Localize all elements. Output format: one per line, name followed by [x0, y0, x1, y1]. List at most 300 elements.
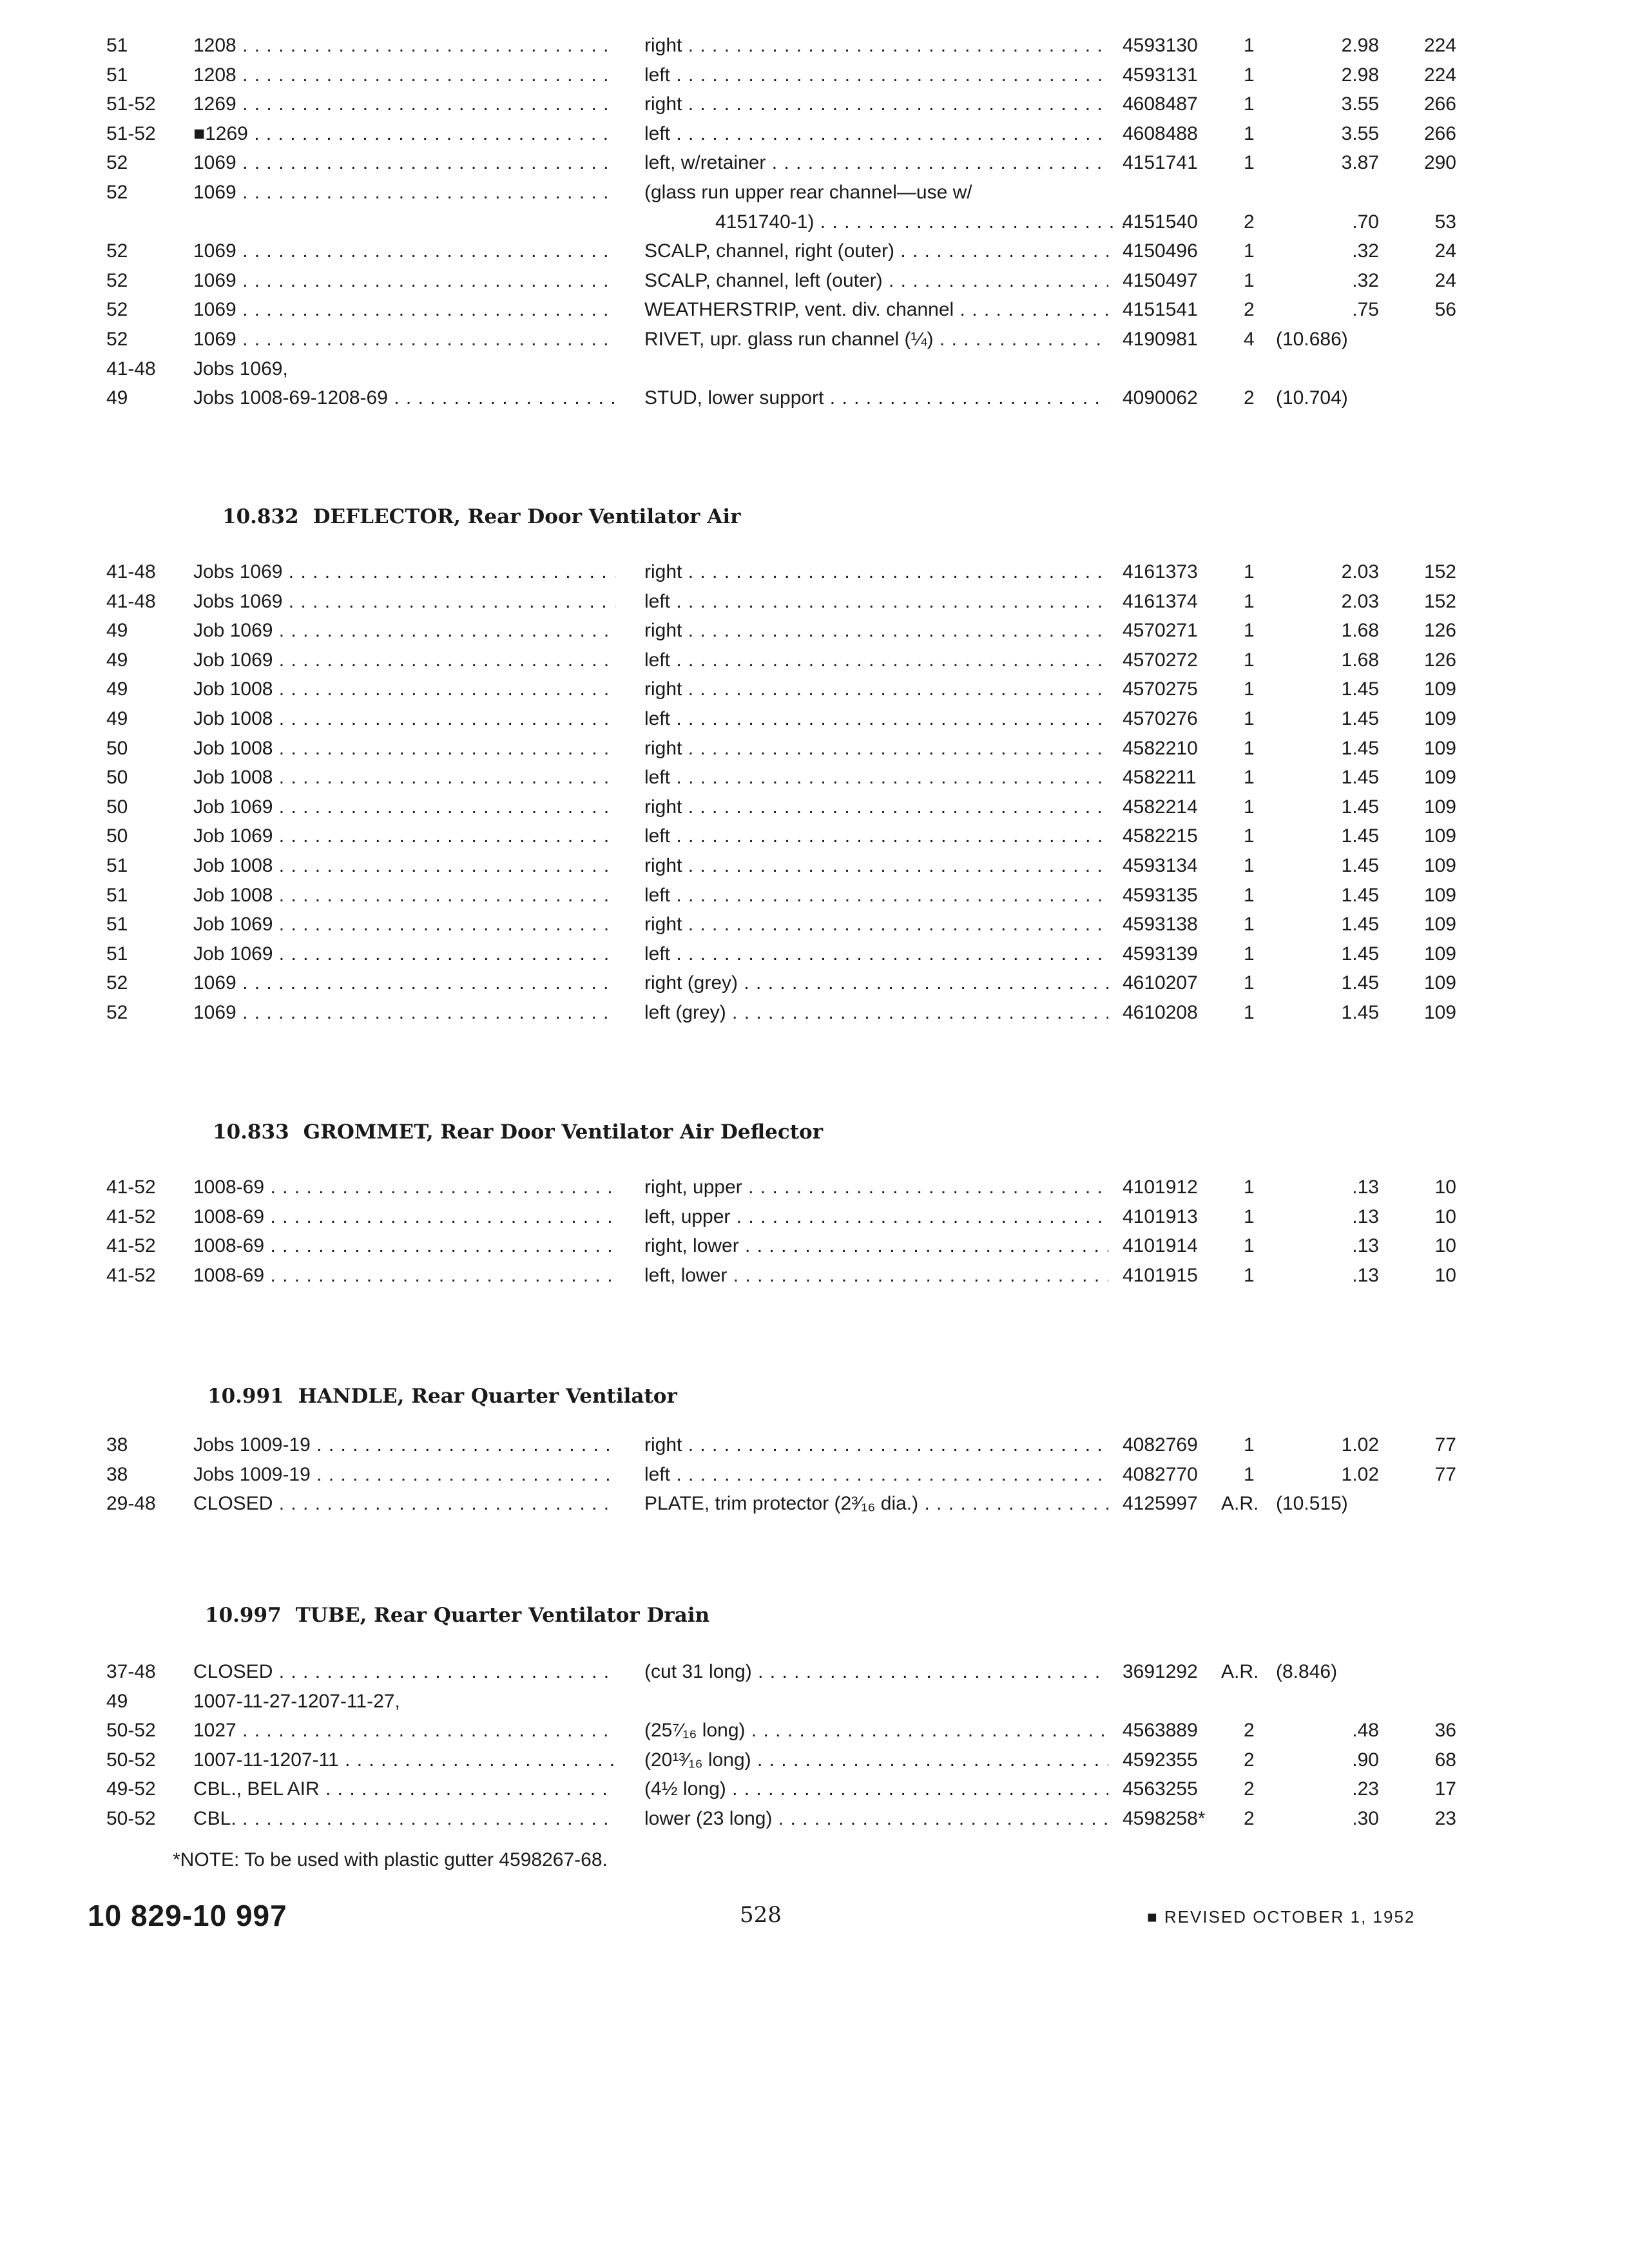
job-cell: 1069 . . .: [193, 325, 615, 354]
description-cell: left . . .: [644, 119, 1108, 149]
job-cell: 1008-69 . . .: [193, 1261, 615, 1291]
group-cell: 126: [1423, 620, 1456, 642]
quantity-cell: 1: [1244, 122, 1255, 144]
group-cell: 10: [1434, 1235, 1456, 1257]
job-cell: 1008-69 . . .: [193, 1231, 615, 1261]
quantity-cell: 2: [1244, 1720, 1255, 1742]
part-number-cell: 4608487: [1123, 93, 1198, 115]
quantity-cell: 1: [1244, 1235, 1255, 1257]
price-cell: 1.45: [1341, 737, 1379, 759]
price-cell: (10.686): [1276, 329, 1348, 350]
part-number-cell: 4582215: [1123, 825, 1198, 847]
job-cell: 1007-11-27-1207-11-27,: [193, 1690, 400, 1712]
job-cell: 1069 . . .: [193, 998, 615, 1028]
price-cell: 1.45: [1341, 678, 1379, 700]
price-cell: 1.02: [1341, 1434, 1379, 1456]
part-number-cell: 4608488: [1123, 122, 1198, 144]
job-cell: Jobs 1069 . . .: [193, 587, 615, 617]
description-cell: right . . .: [644, 851, 1108, 881]
price-cell: .90: [1352, 1749, 1379, 1771]
description-cell: RIVET, upr. glass run channel (¼) . . .: [644, 325, 1108, 354]
description-cell: left, lower . . .: [644, 1261, 1108, 1291]
section-number: 10.991: [207, 1385, 284, 1408]
table-row: [0, 90, 1629, 119]
quantity-cell: 2: [1244, 1749, 1255, 1771]
price-cell: .75: [1352, 299, 1379, 321]
job-cell: Job 1008 . . .: [193, 881, 615, 910]
price-cell: .23: [1352, 1778, 1379, 1800]
table-row: [0, 1657, 1629, 1687]
description-cell: left . . .: [644, 1460, 1108, 1490]
table-row: [0, 1173, 1629, 1202]
year-cell: 51: [106, 35, 128, 56]
part-number-cell: 4592355: [1123, 1749, 1198, 1771]
table-row: [0, 1716, 1629, 1745]
price-cell: 3.55: [1341, 122, 1379, 144]
description-cell: SCALP, channel, left (outer) . . .: [644, 266, 1108, 296]
job-cell: 1069 . . .: [193, 266, 615, 296]
part-number-cell: 4582214: [1123, 796, 1198, 818]
description-cell: right . . .: [644, 1430, 1108, 1460]
job-cell: 1008-69 . . .: [193, 1202, 615, 1232]
job-cell: 1069 . . .: [193, 295, 615, 325]
group-cell: 109: [1423, 767, 1456, 789]
table-row: [0, 968, 1629, 998]
year-cell: 37-48: [106, 1661, 156, 1682]
year-cell: 52: [106, 299, 128, 321]
year-cell: 52: [106, 152, 128, 174]
table-row: [0, 236, 1629, 266]
job-cell: CLOSED . . .: [193, 1489, 615, 1519]
job-cell: Job 1069 . . .: [193, 939, 615, 969]
quantity-cell: 1: [1244, 855, 1255, 876]
price-cell: 1.45: [1341, 1002, 1379, 1023]
year-cell: 49: [106, 649, 128, 671]
price-cell: 1.45: [1341, 943, 1379, 965]
price-cell: .48: [1352, 1720, 1379, 1742]
group-cell: 10: [1434, 1177, 1456, 1198]
section-title: GROMMET, Rear Door Ventilator Air Deflector: [303, 1120, 824, 1144]
price-cell: .32: [1352, 240, 1379, 262]
description-cell: left . . .: [644, 61, 1108, 90]
description-cell: left, w/retainer . . .: [644, 148, 1108, 178]
quantity-cell: A.R.: [1221, 1493, 1259, 1515]
table-row: [0, 822, 1629, 851]
part-number-cell: 4593135: [1123, 884, 1198, 906]
price-cell: (10.515): [1276, 1493, 1348, 1515]
price-cell: 1.45: [1341, 796, 1379, 818]
description-cell: right . . .: [644, 910, 1108, 939]
table-row: [0, 910, 1629, 939]
year-cell: 51-52: [106, 122, 156, 144]
job-cell: ■1269 . . .: [193, 119, 615, 149]
quantity-cell: 1: [1244, 35, 1255, 56]
quantity-cell: 1: [1244, 1434, 1255, 1456]
description-cell: right . . .: [644, 90, 1108, 119]
quantity-cell: 1: [1244, 972, 1255, 994]
year-cell: 49: [106, 387, 128, 409]
table-row: [0, 1489, 1629, 1519]
job-cell: Job 1069 . . .: [193, 822, 615, 851]
description-cell: left . . .: [644, 939, 1108, 969]
year-cell: 50: [106, 825, 128, 847]
price-cell: 1.68: [1341, 620, 1379, 642]
quantity-cell: 4: [1244, 329, 1255, 350]
year-cell: 41-52: [106, 1264, 156, 1286]
job-cell: 1208 . . .: [193, 31, 615, 61]
table-row: [0, 1430, 1629, 1460]
group-cell: 109: [1423, 1002, 1456, 1023]
description-cell: PLATE, trim protector (2³⁄₁₆ dia.) . . .: [644, 1489, 1108, 1519]
part-number-cell: 4593130: [1123, 35, 1198, 56]
job-cell: Jobs 1009-19 . . .: [193, 1460, 615, 1490]
price-cell: 1.45: [1341, 708, 1379, 729]
job-cell: 1007-11-1207-11 . . .: [193, 1745, 615, 1775]
year-cell: 50-52: [106, 1749, 156, 1771]
year-cell: 41-48: [106, 561, 156, 582]
job-cell: 1069 . . .: [193, 968, 615, 998]
price-cell: 1.45: [1341, 914, 1379, 936]
footnote: *NOTE: To be used with plastic gutter 4598267-68.: [173, 1849, 608, 1870]
year-cell: 50: [106, 796, 128, 818]
table-row: [0, 295, 1629, 325]
description-cell: right, upper . . .: [644, 1173, 1108, 1202]
job-cell: CBL., BEL AIR . . .: [193, 1774, 615, 1804]
part-number-cell: 4150497: [1123, 269, 1198, 291]
year-cell: 38: [106, 1463, 128, 1485]
price-cell: .13: [1352, 1235, 1379, 1257]
group-cell: 24: [1434, 269, 1456, 291]
part-number-cell: 4082769: [1123, 1434, 1198, 1456]
quantity-cell: 2: [1244, 387, 1255, 409]
price-cell: (8.846): [1276, 1661, 1338, 1682]
part-number-cell: 4125997: [1123, 1493, 1198, 1515]
description-cell: (25⁷⁄₁₆ long) . . .: [644, 1716, 1108, 1745]
table-row: [0, 646, 1629, 675]
revision-date: ■ REVISED OCTOBER 1, 1952: [1147, 1907, 1416, 1927]
job-cell: Job 1008 . . .: [193, 704, 615, 734]
table-row: [0, 616, 1629, 646]
job-cell: CLOSED . . .: [193, 1657, 615, 1687]
description-cell: left . . .: [644, 704, 1108, 734]
section-number: 10.997: [205, 1604, 282, 1627]
group-cell: 224: [1423, 64, 1456, 86]
quantity-cell: 1: [1244, 943, 1255, 965]
description-cell: lower (23 long) . . .: [644, 1804, 1108, 1834]
price-cell: 2.03: [1341, 561, 1379, 582]
table-row: [0, 1202, 1629, 1232]
group-cell: 23: [1434, 1808, 1456, 1829]
job-cell: Job 1008 . . .: [193, 675, 615, 704]
job-cell: CBL. . . .: [193, 1804, 615, 1834]
year-cell: 51: [106, 64, 128, 86]
year-cell: 51: [106, 914, 128, 936]
year-cell: 51: [106, 884, 128, 906]
price-cell: 2.98: [1341, 35, 1379, 56]
price-cell: 1.45: [1341, 767, 1379, 789]
quantity-cell: 1: [1244, 708, 1255, 729]
group-cell: 266: [1423, 93, 1456, 115]
quantity-cell: 1: [1244, 1264, 1255, 1286]
job-cell: Jobs 1009-19 . . .: [193, 1430, 615, 1460]
year-cell: 49: [106, 1690, 128, 1712]
price-cell: 1.02: [1341, 1463, 1379, 1485]
price-cell: .32: [1352, 269, 1379, 291]
price-cell: 2.98: [1341, 64, 1379, 86]
description-cell: left . . .: [644, 822, 1108, 851]
job-cell: Job 1008 . . .: [193, 734, 615, 764]
part-number-cell: 4593134: [1123, 855, 1198, 876]
table-row: [0, 763, 1629, 793]
group-cell: 36: [1434, 1720, 1456, 1742]
group-cell: 109: [1423, 708, 1456, 729]
job-cell: Jobs 1008-69-1208-69 . . .: [193, 383, 615, 413]
quantity-cell: 2: [1244, 1808, 1255, 1829]
year-cell: 49: [106, 620, 128, 642]
quantity-cell: 1: [1244, 737, 1255, 759]
description-cell: 4151740-1) . . .: [715, 207, 1179, 237]
table-row: [0, 266, 1629, 296]
group-cell: 224: [1423, 35, 1456, 56]
part-number-cell: 4570272: [1123, 649, 1198, 671]
description-cell: left (grey) . . .: [644, 998, 1108, 1028]
part-number-cell: 4101912: [1123, 1177, 1198, 1198]
year-cell: 41-52: [106, 1177, 156, 1198]
price-cell: 3.87: [1341, 152, 1379, 174]
quantity-cell: 1: [1244, 884, 1255, 906]
quantity-cell: 1: [1244, 796, 1255, 818]
price-cell: (10.704): [1276, 387, 1348, 409]
part-number-cell: 4190981: [1123, 329, 1198, 350]
description-cell: right, lower . . .: [644, 1231, 1108, 1261]
section-heading: [222, 503, 740, 531]
description-cell: left . . .: [644, 646, 1108, 675]
description-cell: left . . .: [644, 881, 1108, 910]
table-row: [0, 325, 1629, 354]
year-cell: 29-48: [106, 1493, 156, 1515]
group-cell: 109: [1423, 737, 1456, 759]
description-cell: (4½ long) . . .: [644, 1774, 1108, 1804]
group-cell: 152: [1423, 590, 1456, 612]
part-number-cell: 4570275: [1123, 678, 1198, 700]
job-cell: 1269 . . .: [193, 90, 615, 119]
group-cell: 109: [1423, 914, 1456, 936]
quantity-cell: 1: [1244, 678, 1255, 700]
page-number: 528: [740, 1902, 782, 1928]
year-cell: 49-52: [106, 1778, 156, 1800]
year-cell: 50: [106, 767, 128, 789]
table-row: [0, 1804, 1629, 1834]
job-cell: Job 1069 . . .: [193, 646, 615, 675]
section-heading: [207, 1382, 677, 1410]
price-cell: .13: [1352, 1264, 1379, 1286]
part-number-cell: 4593138: [1123, 914, 1198, 936]
section-title: TUBE, Rear Quarter Ventilator Drain: [295, 1604, 710, 1627]
table-row: [0, 207, 1629, 237]
part-number-cell: 4082770: [1123, 1463, 1198, 1485]
year-cell: 52: [106, 329, 128, 350]
year-cell: 41-48: [106, 590, 156, 612]
description-cell: right . . .: [644, 793, 1108, 822]
part-number-cell: 4101915: [1123, 1264, 1198, 1286]
table-row: [0, 998, 1629, 1028]
table-row: [0, 354, 1629, 384]
table-row: [0, 178, 1629, 207]
year-cell: 49: [106, 708, 128, 729]
quantity-cell: 1: [1244, 240, 1255, 262]
description-cell: right . . .: [644, 675, 1108, 704]
table-row: [0, 557, 1629, 587]
table-row: [0, 881, 1629, 910]
price-cell: .13: [1352, 1177, 1379, 1198]
group-cell: 266: [1423, 122, 1456, 144]
quantity-cell: 1: [1244, 620, 1255, 642]
part-number-cell: 4150496: [1123, 240, 1198, 262]
job-cell: Job 1069 . . .: [193, 616, 615, 646]
table-row: [0, 1687, 1629, 1716]
description-cell: WEATHERSTRIP, vent. div. channel . . .: [644, 295, 1108, 325]
group-cell: 109: [1423, 855, 1456, 876]
quantity-cell: 1: [1244, 649, 1255, 671]
quantity-cell: 2: [1244, 299, 1255, 321]
quantity-cell: 1: [1244, 1002, 1255, 1023]
quantity-cell: 1: [1244, 269, 1255, 291]
part-number-cell: 4582211: [1123, 767, 1197, 789]
part-number-cell: 4593131: [1123, 64, 1198, 86]
job-cell: Job 1008 . . .: [193, 851, 615, 881]
table-row: [0, 1231, 1629, 1261]
year-cell: 41-52: [106, 1206, 156, 1227]
part-number-cell: 4598258*: [1123, 1808, 1206, 1829]
quantity-cell: A.R.: [1221, 1661, 1259, 1682]
table-row: [0, 587, 1629, 617]
job-cell: 1027 . . .: [193, 1716, 615, 1745]
year-cell: 52: [106, 269, 128, 291]
job-cell: Job 1069 . . .: [193, 910, 615, 939]
group-cell: 56: [1434, 299, 1456, 321]
price-cell: 1.45: [1341, 884, 1379, 906]
table-row: [0, 31, 1629, 61]
year-cell: 51-52: [106, 93, 156, 115]
part-number-cell: 4161374: [1123, 590, 1198, 612]
table-row: [0, 675, 1629, 704]
quantity-cell: 1: [1244, 561, 1255, 582]
section-title: DEFLECTOR, Rear Door Ventilator Air: [313, 505, 741, 528]
price-cell: .70: [1352, 211, 1379, 233]
group-cell: 109: [1423, 884, 1456, 906]
quantity-cell: 1: [1244, 590, 1255, 612]
year-cell: 41-48: [106, 358, 156, 380]
section-heading: [205, 1601, 709, 1629]
description-cell: right . . .: [644, 616, 1108, 646]
group-cell: 68: [1434, 1749, 1456, 1771]
description-cell: left . . .: [644, 587, 1108, 617]
price-cell: 3.55: [1341, 93, 1379, 115]
table-row: [0, 939, 1629, 969]
section-title: HANDLE, Rear Quarter Ventilator: [298, 1385, 677, 1408]
section-heading: [213, 1118, 823, 1146]
part-number-cell: 4161373: [1123, 561, 1198, 582]
group-cell: 109: [1423, 825, 1456, 847]
group-cell: 290: [1423, 152, 1456, 174]
year-cell: 52: [106, 182, 128, 203]
group-cell: 53: [1434, 211, 1456, 233]
part-number-cell: 4593139: [1123, 943, 1198, 965]
quantity-cell: 1: [1244, 1463, 1255, 1485]
price-cell: 1.45: [1341, 825, 1379, 847]
table-row: [0, 734, 1629, 764]
job-cell: 1208 . . .: [193, 61, 615, 90]
group-cell: 109: [1423, 972, 1456, 994]
group-cell: 24: [1434, 240, 1456, 262]
group-cell: 126: [1423, 649, 1456, 671]
part-number-cell: 4090062: [1123, 387, 1198, 409]
part-number-cell: 4151741: [1123, 152, 1198, 174]
quantity-cell: 2: [1244, 211, 1255, 233]
description-cell: right (grey) . . .: [644, 968, 1108, 998]
year-cell: 51: [106, 943, 128, 965]
part-number-cell: 4563889: [1123, 1720, 1198, 1742]
year-cell: 52: [106, 972, 128, 994]
year-cell: 50-52: [106, 1808, 156, 1829]
job-cell: 1069 . . .: [193, 178, 615, 207]
quantity-cell: 1: [1244, 767, 1255, 789]
part-number-cell: 4570276: [1123, 708, 1198, 729]
group-cell: 109: [1423, 678, 1456, 700]
part-number-cell: 4570271: [1123, 620, 1198, 642]
group-cell: 77: [1434, 1434, 1456, 1456]
part-number-cell: 4151540: [1123, 211, 1198, 233]
footer-section-range: 10 829-10 997: [88, 1899, 287, 1932]
quantity-cell: 1: [1244, 93, 1255, 115]
part-number-cell: 3691292: [1123, 1661, 1198, 1682]
part-number-cell: 4101914: [1123, 1235, 1198, 1257]
price-cell: .30: [1352, 1808, 1379, 1829]
year-cell: 41-52: [106, 1235, 156, 1257]
quantity-cell: 1: [1244, 825, 1255, 847]
table-row: [0, 704, 1629, 734]
part-number-cell: 4563255: [1123, 1778, 1198, 1800]
price-cell: .13: [1352, 1206, 1379, 1227]
group-cell: 17: [1434, 1778, 1456, 1800]
group-cell: 10: [1434, 1264, 1456, 1286]
price-cell: 1.45: [1341, 972, 1379, 994]
section-number: 10.832: [222, 505, 299, 528]
description-cell: right . . .: [644, 31, 1108, 61]
table-row: [0, 1745, 1629, 1775]
quantity-cell: 1: [1244, 914, 1255, 936]
description-cell: (20¹³⁄₁₆ long) . . .: [644, 1745, 1108, 1775]
description-cell: left . . .: [644, 763, 1108, 793]
year-cell: 49: [106, 678, 128, 700]
table-row: [0, 119, 1629, 149]
quantity-cell: 1: [1244, 152, 1255, 174]
table-row: [0, 383, 1629, 413]
year-cell: 52: [106, 1002, 128, 1023]
job-cell: Job 1008 . . .: [193, 763, 615, 793]
job-cell: 1069 . . .: [193, 148, 615, 178]
quantity-cell: 2: [1244, 1778, 1255, 1800]
job-cell: 1069 . . .: [193, 236, 615, 266]
part-number-cell: 4582210: [1123, 737, 1198, 759]
table-row: [0, 148, 1629, 178]
description-cell: (glass run upper rear channel—use w/: [644, 182, 972, 203]
group-cell: 109: [1423, 943, 1456, 965]
description-cell: left, upper . . .: [644, 1202, 1108, 1232]
table-row: [0, 1774, 1629, 1804]
quantity-cell: 1: [1244, 1206, 1255, 1227]
description-cell: right . . .: [644, 734, 1108, 764]
